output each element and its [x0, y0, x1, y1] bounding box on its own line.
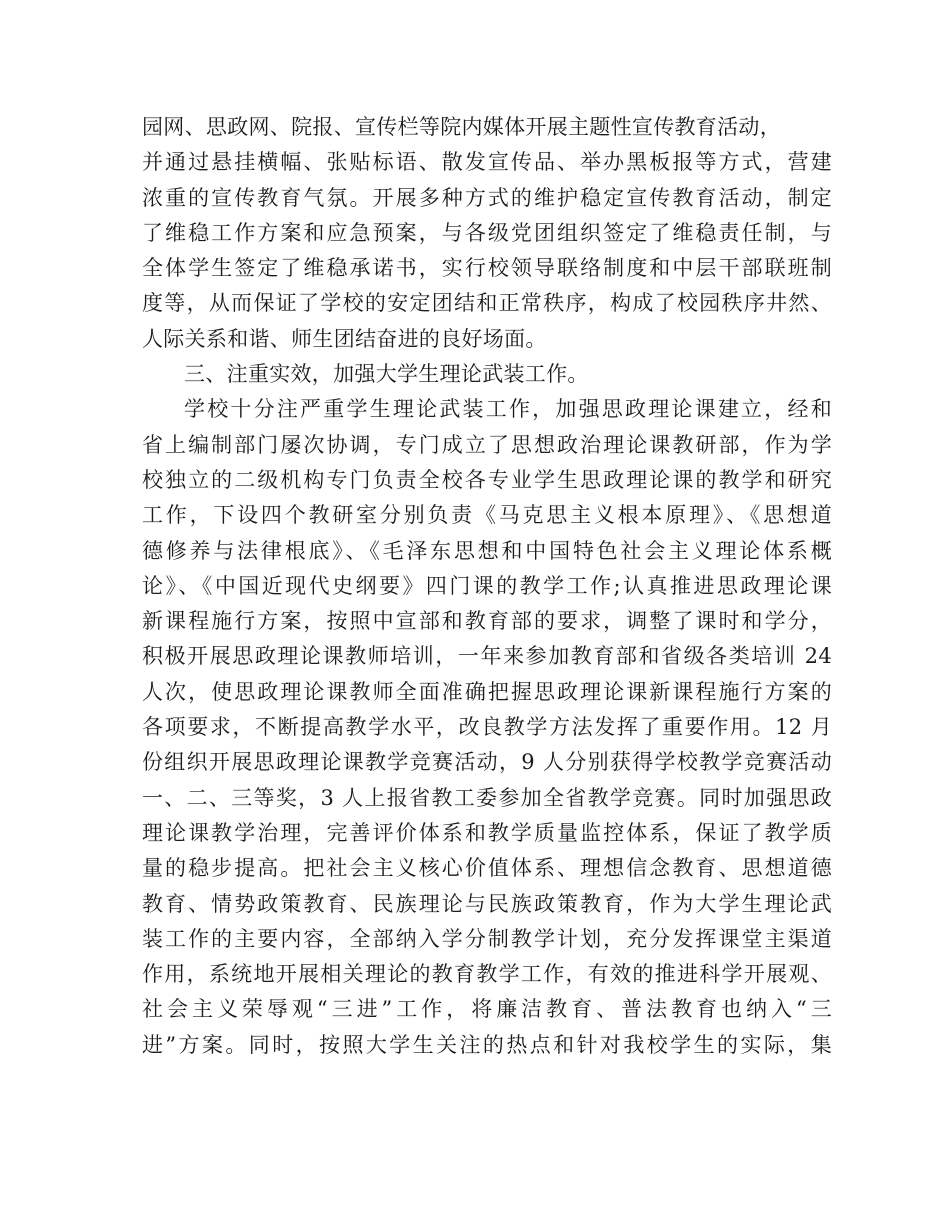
text-line: 份组织开展思政理论课教学竞赛活动，9 人分别获得学校教学竞赛活动: [142, 750, 832, 775]
text-line: 论》、《中国近现代史纲要》四门课的教学工作;认真推进思政理论课: [142, 573, 832, 598]
text-line: 作用，系统地开展相关理论的教育教学工作，有效的推进科学开展观、: [142, 962, 832, 987]
text-line: 人际关系和谐、师生团结奋进的良好场面。: [142, 326, 547, 351]
text-line: 学校十分注严重学生理论武装工作，加强思政理论课建立，经和: [184, 397, 832, 422]
text-line: 各项要求，不断提高教学水平，改良教学方法发挥了重要作用。12 月: [142, 715, 832, 740]
text-line: 度等，从而保证了学校的安定团结和正常秩序，构成了校园秩序井然、: [142, 291, 832, 316]
text-line: 全体学生签定了维稳承诺书，实行校领导联络制度和中层干部联班制: [142, 256, 832, 281]
text-line: 积极开展思政理论课教师培训，一年来参加教育部和省级各类培训 24: [142, 644, 832, 669]
text-line: 三、注重实效，加强大学生理论武装工作。: [184, 362, 589, 387]
text-line: 理论课教学治理，完善评价体系和教学质量监控体系，保证了教学质: [142, 820, 832, 845]
text-line: 新课程施行方案，按照中宣部和教育部的要求，调整了课时和学分，: [142, 609, 832, 634]
text-line: 量的稳步提高。把社会主义核心价值体系、理想信念教育、思想道德: [142, 856, 832, 881]
body-text: [142, 110, 832, 1063]
text-line: 德修养与法律根底》、《毛泽东思想和中国特色社会主义理论体系概: [142, 538, 832, 563]
text-line: 教育、情势政策教育、民族理论与民族政策教育，作为大学生理论武: [142, 891, 832, 916]
text-line: 校独立的二级机构专门负责全校各专业学生思政理论课的教学和研究: [142, 467, 832, 492]
text-line: 社会主义荣辱观“三进”工作，将廉洁教育、普法教育也纳入“三: [142, 997, 832, 1022]
text-line: 工作，下设四个教研室分别负责《马克思主义根本原理》、《思想道: [142, 503, 832, 528]
text-line: 人次，使思政理论课教师全面准确把握思政理论课新课程施行方案的: [142, 679, 832, 704]
text-line: 并通过悬挂横幅、张贴标语、散发宣传品、举办黑板报等方式，营建: [142, 150, 832, 175]
text-line: 一、二、三等奖，3 人上报省教工委参加全省教学竞赛。同时加强思政: [142, 785, 832, 810]
text-line: 了维稳工作方案和应急预案，与各级党团组织签定了维稳责任制，与: [142, 220, 832, 245]
text-line: 省上编制部门屡次协调，专门成立了思想政治理论课教研部，作为学: [142, 432, 832, 457]
text-line: 浓重的宣传教育气氛。开展多种方式的维护稳定宣传教育活动，制定: [142, 185, 832, 210]
text-line: 园网、思政网、院报、宣传栏等院内媒体开展主题性宣传教育活动，: [142, 115, 781, 139]
text-line: 进”方案。同时，按照大学生关注的热点和针对我校学生的实际，集: [142, 1032, 832, 1057]
text-line: 装工作的主要内容，全部纳入学分制教学计划，充分发挥课堂主渠道: [142, 926, 832, 951]
